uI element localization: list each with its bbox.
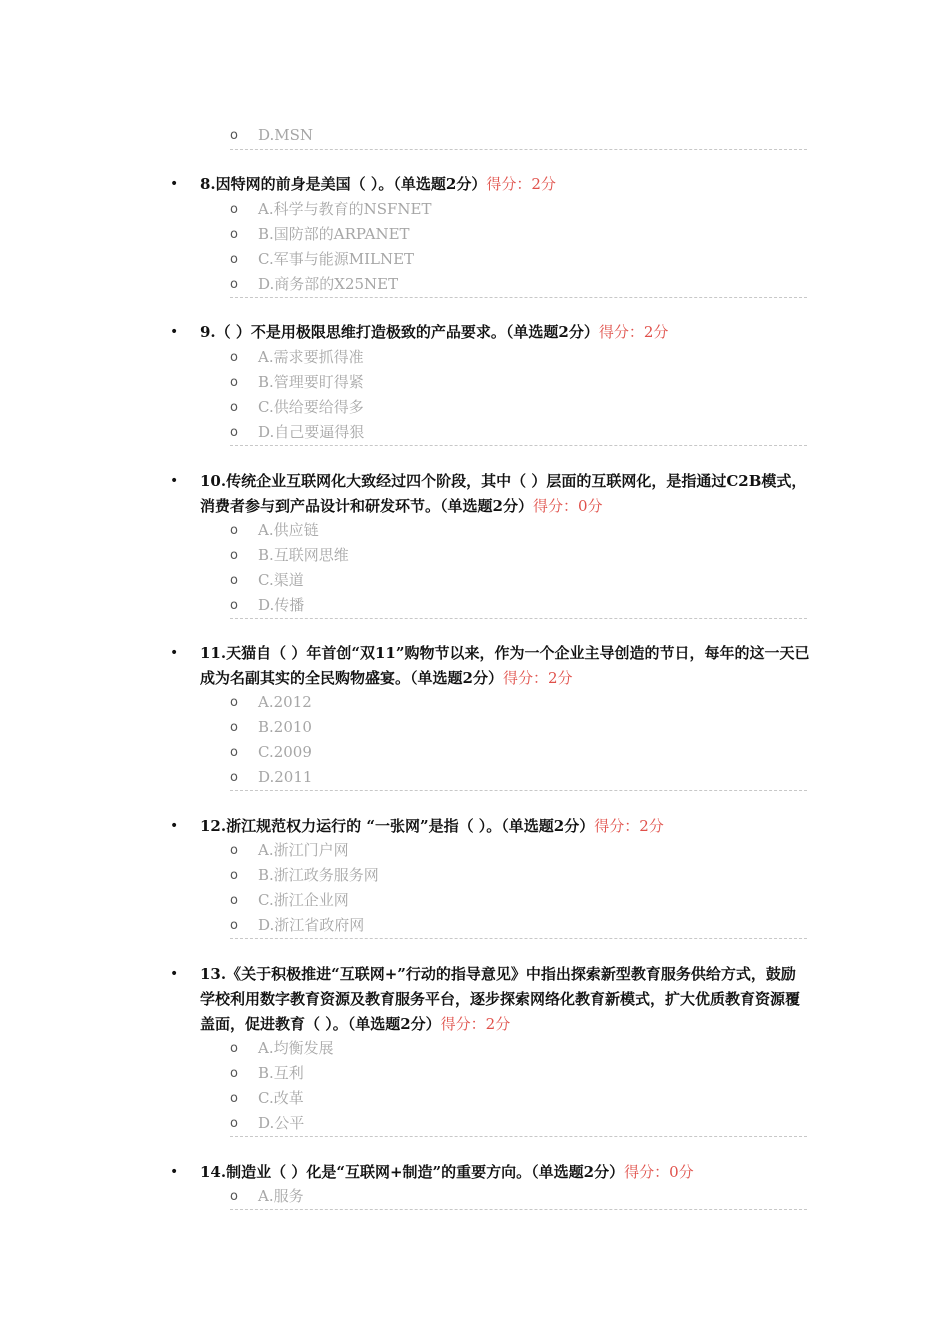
question-text: 9.（ ）不是用极限思维打造极致的产品要求。（单选题2分）: [200, 323, 599, 341]
option-marker: o: [230, 745, 238, 760]
option-marker: o: [230, 202, 238, 217]
option-text: B.国防部的ARPANET: [258, 225, 410, 243]
score-label: 得分：2分: [440, 1015, 511, 1033]
option-item[interactable]: [230, 568, 807, 593]
question-text: 11.天猫自（ ）年首创“双11”购物节以来，作为一个企业主导创造的节日，每年的这一天已成为名副其实的全民购物盛宴。（单选题2分）: [200, 644, 810, 687]
q13-options: [230, 1036, 807, 1136]
option-marker: o: [230, 425, 238, 440]
option-text: A.供应链: [258, 521, 319, 539]
option-marker: o: [230, 918, 238, 933]
question-14: [170, 1160, 810, 1185]
option-item[interactable]: [230, 838, 807, 863]
option-item[interactable]: [230, 1086, 807, 1111]
option-text: B.浙江政务服务网: [258, 866, 379, 884]
option-marker: o: [230, 400, 238, 415]
dashed-divider: [230, 618, 807, 619]
option-marker: o: [230, 1041, 238, 1056]
q10-options: [230, 518, 807, 618]
option-text: C.2009: [258, 743, 312, 761]
option-text: D.2011: [258, 768, 313, 786]
option-item[interactable]: [230, 1184, 807, 1209]
dashed-divider: [230, 149, 807, 150]
option-item[interactable]: [230, 1036, 807, 1061]
option-item[interactable]: [230, 345, 807, 370]
option-item[interactable]: [230, 690, 807, 715]
question-text: 8.因特网的前身是美国（ ）。（单选题2分）: [200, 175, 487, 193]
q14-options: [230, 1184, 807, 1209]
question-text: 10.传统企业互联网化大致经过四个阶段，其中（ ）层面的互联网化，是指通过C2B模式，消费者参与到产品设计和研发环节。（单选题2分）: [200, 472, 807, 515]
q9-options: [230, 345, 807, 445]
score-label: 得分：2分: [598, 323, 669, 341]
question-text: 13.《关于积极推进“互联网+”行动的指导意见》中指出探索新型教育服务供给方式，鼓励学校利用数字教育资源及教育服务平台，逐步探索网络化教育新模式，扩大优质教育资源覆盖面，促进教育（ ）。（单选题2分）: [200, 965, 801, 1033]
option-marker: o: [230, 128, 238, 143]
option-item[interactable]: [230, 913, 807, 938]
bullet-icon: •: [170, 324, 179, 340]
option-marker: o: [230, 598, 238, 613]
option-text: D.公平: [258, 1114, 305, 1132]
option-item[interactable]: [230, 272, 807, 297]
option-item[interactable]: [230, 222, 807, 247]
option-item[interactable]: [230, 518, 807, 543]
option-text: B.2010: [258, 718, 312, 736]
option-item[interactable]: [230, 247, 807, 272]
option-item[interactable]: [230, 543, 807, 568]
option-text: A.均衡发展: [258, 1039, 334, 1057]
option-text: B.互利: [258, 1064, 304, 1082]
question-12: [170, 814, 810, 839]
score-label: 得分：0分: [624, 1163, 694, 1181]
option-marker: o: [230, 1189, 238, 1204]
option-marker: o: [230, 1091, 238, 1106]
option-text: B.互联网思维: [258, 546, 349, 564]
option-text: A.服务: [258, 1187, 304, 1205]
option-text: D.浙江省政府网: [258, 916, 365, 934]
bullet-icon: •: [170, 176, 179, 192]
option-item[interactable]: [230, 765, 807, 790]
bullet-icon: •: [170, 966, 179, 982]
option-marker: o: [230, 1116, 238, 1131]
option-text: C.浙江企业网: [258, 891, 349, 909]
q12-options: [230, 838, 807, 938]
option-item[interactable]: [230, 420, 807, 445]
q11-options: [230, 690, 807, 790]
bullet-icon: •: [170, 473, 179, 489]
score-label: 得分：2分: [502, 669, 573, 687]
option-text: A.科学与教育的NSFNET: [258, 200, 432, 218]
dashed-divider: [230, 790, 807, 791]
option-marker: o: [230, 252, 238, 267]
option-marker: o: [230, 523, 238, 538]
question-text: 12.浙江规范权力运行的 “一张网”是指（ ）。（单选题2分）: [200, 817, 595, 835]
option-text: A.2012: [258, 693, 312, 711]
option-text: C.军事与能源MILNET: [258, 250, 415, 268]
score-label: 得分：0分: [532, 497, 603, 515]
option-marker: o: [230, 573, 238, 588]
option-item[interactable]: [230, 593, 807, 618]
option-marker: o: [230, 770, 238, 785]
option-item[interactable]: [230, 863, 807, 888]
score-label: 得分：2分: [594, 817, 664, 835]
option-text: D.商务部的X25NET: [258, 275, 399, 293]
question-8: [170, 172, 810, 197]
option-marker: o: [230, 1066, 238, 1081]
option-text: D.MSN: [258, 126, 314, 144]
dashed-divider: [230, 1209, 807, 1210]
option-text: C.改革: [258, 1089, 304, 1107]
q7-options: [230, 123, 807, 148]
question-9: [170, 320, 810, 345]
option-item[interactable]: [230, 740, 807, 765]
dashed-divider: [230, 297, 807, 298]
option-item[interactable]: [230, 715, 807, 740]
option-text: D.自己要逼得狠: [258, 423, 365, 441]
question-text: 14.制造业（ ）化是“互联网+制造”的重要方向。（单选题2分）: [200, 1163, 625, 1181]
option-item[interactable]: [230, 1061, 807, 1086]
q8-options: [230, 197, 807, 297]
option-text: A.需求要抓得准: [258, 348, 364, 366]
dashed-divider: [230, 938, 807, 939]
option-text: C.渠道: [258, 571, 304, 589]
question-10: [170, 469, 810, 519]
option-item[interactable]: [230, 197, 807, 222]
option-item[interactable]: [230, 123, 807, 148]
option-text: C.供给要给得多: [258, 398, 364, 416]
option-marker: o: [230, 695, 238, 710]
option-marker: o: [230, 375, 238, 390]
option-item[interactable]: [230, 888, 807, 913]
option-text: A.浙江门户网: [258, 841, 349, 859]
bullet-icon: •: [170, 818, 179, 834]
option-marker: o: [230, 277, 238, 292]
score-label: 得分：2分: [486, 175, 556, 193]
option-text: B.管理要盯得紧: [258, 373, 364, 391]
question-13: [170, 962, 810, 1037]
option-marker: o: [230, 548, 238, 563]
option-marker: o: [230, 868, 238, 883]
option-item[interactable]: [230, 1111, 807, 1136]
option-marker: o: [230, 843, 238, 858]
question-11: [170, 641, 810, 691]
option-marker: o: [230, 350, 238, 365]
option-text: D.传播: [258, 596, 305, 614]
option-marker: o: [230, 893, 238, 908]
bullet-icon: •: [170, 645, 179, 661]
option-item[interactable]: [230, 395, 807, 420]
bullet-icon: •: [170, 1164, 179, 1180]
option-marker: o: [230, 720, 238, 735]
dashed-divider: [230, 445, 807, 446]
option-marker: o: [230, 227, 238, 242]
dashed-divider: [230, 1136, 807, 1137]
option-item[interactable]: [230, 370, 807, 395]
